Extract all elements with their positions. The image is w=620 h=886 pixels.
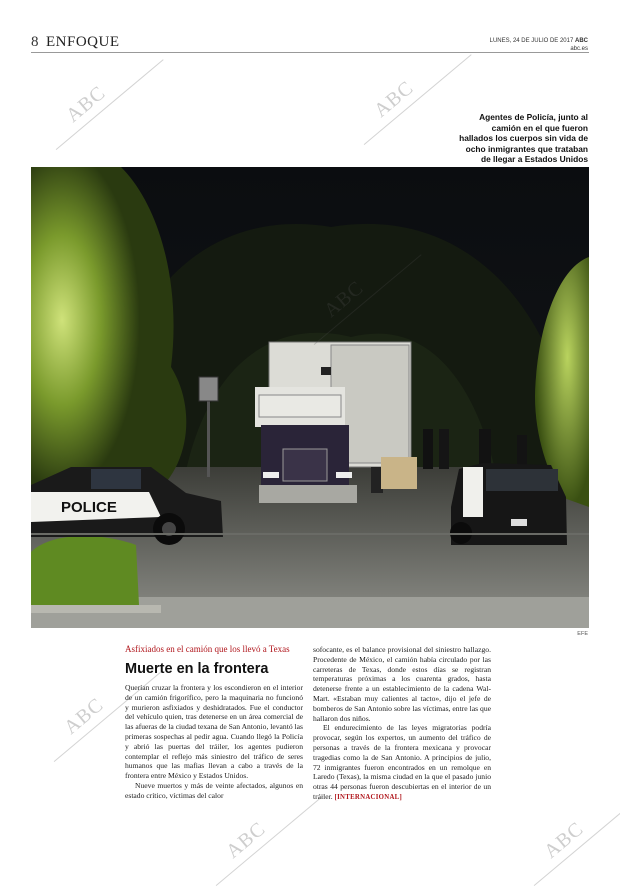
watermark: ABC [62, 81, 110, 127]
watermark: ABC [540, 817, 588, 863]
photo-credit: EFE [577, 631, 588, 637]
section-title: ENFOQUE [46, 34, 120, 50]
page-number: 8 [31, 34, 39, 50]
headline: Muerte en la frontera [125, 661, 269, 677]
kicker: Asfixiados en el camión que los llevó a Texas [125, 644, 290, 654]
site: abc.es [570, 46, 588, 52]
paragraph: Nueve muertos y más de veinte afectados, algunos en estado crítico, víctimas del calor [125, 780, 303, 800]
paragraph [313, 723, 491, 802]
dateline [490, 37, 588, 53]
photo-caption: Agentes de Policía, junto al camión en el que fueron hallados los cuerpos sin vida de ocho inmigrantes que trataban de llegar a Estados Unidos [459, 112, 588, 165]
article-column-1 [125, 683, 303, 801]
watermark: ABC [320, 276, 368, 322]
section-reference: [INTERNACIONAL] [334, 793, 403, 801]
police-car-text: POLICE [61, 499, 117, 516]
watermark: ABC [370, 76, 418, 122]
paragraph: sofocante, es el balance provisional del siniestro hallazgo. Procedente de México, el camión había circulado por las carreteras de Texas, donde estos días se registran temperaturas próximas a los cuarenta grados, hasta detenerse frente a un establecimiento de la cadena Wal-Mart. «Estaban muy calientes al tacto», dijo el jefe de bomberos de San Antonio sobre las víctimas, entre las que hallaron dos niños. [313, 645, 491, 723]
news-photo [31, 167, 589, 628]
brand: ABC [575, 38, 588, 44]
header-rule [31, 52, 589, 53]
paragraph-text: El endurecimiento de las leyes migratorias podría provocar, según los expertos, un aumento del tráfico de personas a través de la frontera mexicana y provocar tragedias como la de San Antonio. A principios de julio, 72 inmigrantes fueron encontrados en un remolque en Laredo (Texas), la misma ciudad en la que el pasado junio otras 44 personas fueron descubiertas en el interior de un tráiler. [313, 723, 491, 801]
watermark: ABC [222, 817, 270, 863]
article-column-2 [313, 645, 491, 803]
paragraph: Querían cruzar la frontera y los escondieron en el interior de un camión frigorífico, pero la maquinaria no funcionó y murieron asfixiados y deshidratados. Fue el conductor del vehículo quien, tras detenerse en un área comercial de las afueras de la ciudad texana de San Antonio, levantó las primeras sospechas al pedir agua. Cuando llegó la Policía y abrió las puertas del tráiler, los agentes pudieron contemplar el reflejo más siniestro del tráfico de seres humanos que las mafias llevan a cabo a través de la frontera entre México y Estados Unidos. [125, 683, 303, 781]
date: LUNES, 24 DE JULIO DE 2017 [489, 38, 574, 44]
watermark: ABC [60, 693, 108, 739]
